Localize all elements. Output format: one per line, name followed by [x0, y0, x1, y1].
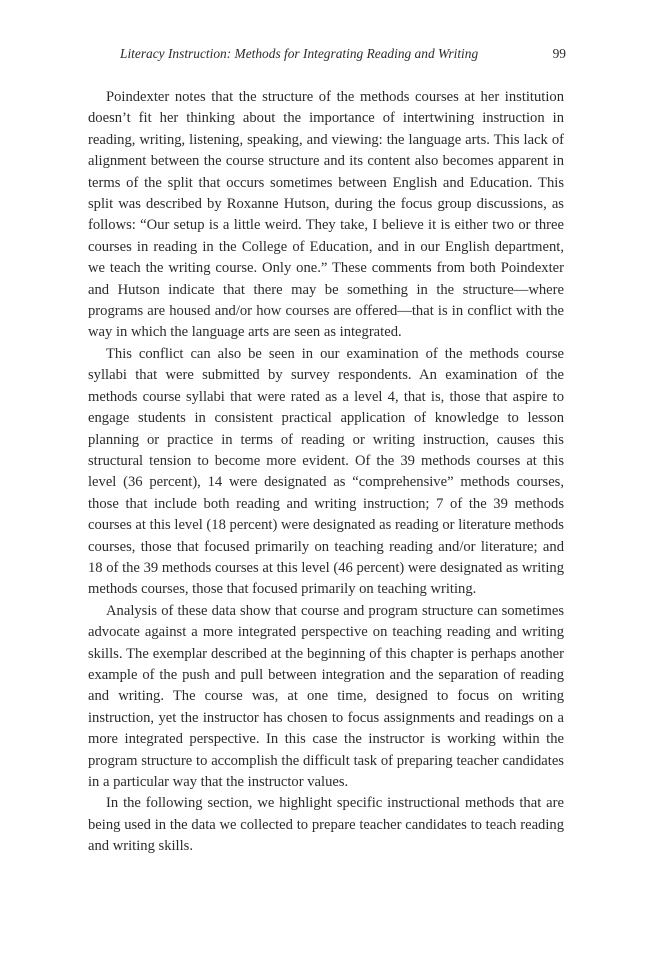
page-number: 99	[552, 46, 566, 61]
running-title: Literacy Instruction: Methods for Integrating Reading and Writing	[120, 46, 479, 61]
paragraph: Analysis of these data show that course and program structure can sometimes advocate against a more integrated perspective on teaching reading and writing skills. The exemplar described at the beginning of this chapter is perhaps another example of the push and pull between integration and the separation of reading and writing. The course was, at one time, designed to focus on writing instruction, yet the instructor has chosen to focus assignments and readings on a more integrated perspective. In this case the instructor is working within the program structure to accomplish the difficult task of preparing teacher candidates in a particular way that the instructor values.	[88, 602, 564, 790]
paragraph: This conflict can also be seen in our examination of the methods course syllabi that were submitted by survey respondents. An examination of the methods course syllabi that were rated as a level 4, that is, those that aspire to engage students in consistent practical application of knowledge to lesson planning or practice in terms of reading or writing instruction, causes this structural tension to become more evident. Of the 39 methods courses at this level (36 percent), 14 were designated as “comprehensive” methods courses, those that include both reading and writing instruction; 7 of the 39 methods courses at this level (18 percent) were designated as reading or literature methods courses, those that focused primarily on teaching reading and/or literature; and 18 of the 39 methods courses at this level (46 percent) were designated as writing methods courses, those that focused primarily on teaching writing.	[88, 345, 564, 598]
paragraph: In the following section, we highlight specific instructional methods that are being used in the data we collected to prepare teacher candidates to teach reading and writing skills.	[88, 795, 564, 855]
paragraph: Poindexter notes that the structure of the methods courses at her institution doesn’t fit her thinking about the importance of intertwining instruction in reading, writing, listening, speaking, and viewing: the language arts. This lack of alignment between the course structure and its content also becomes apparent in terms of the split that occurs sometimes between English and Education. This split was described by Roxanne Hutson, during the focus group discussions, as follows: “Our setup is a little weird. They take, I believe it is either two or three courses in reading in the College of Education, and in our English department, we teach the writing course. Only one.” These comments from both Poindexter and Hutson indicate that there may be something in the structure—where programs are housed and/or how courses are offered—that is in conflict with the way in which the language arts are seen as integrated.	[88, 89, 564, 341]
running-header	[88, 44, 566, 64]
body-text	[88, 87, 564, 858]
